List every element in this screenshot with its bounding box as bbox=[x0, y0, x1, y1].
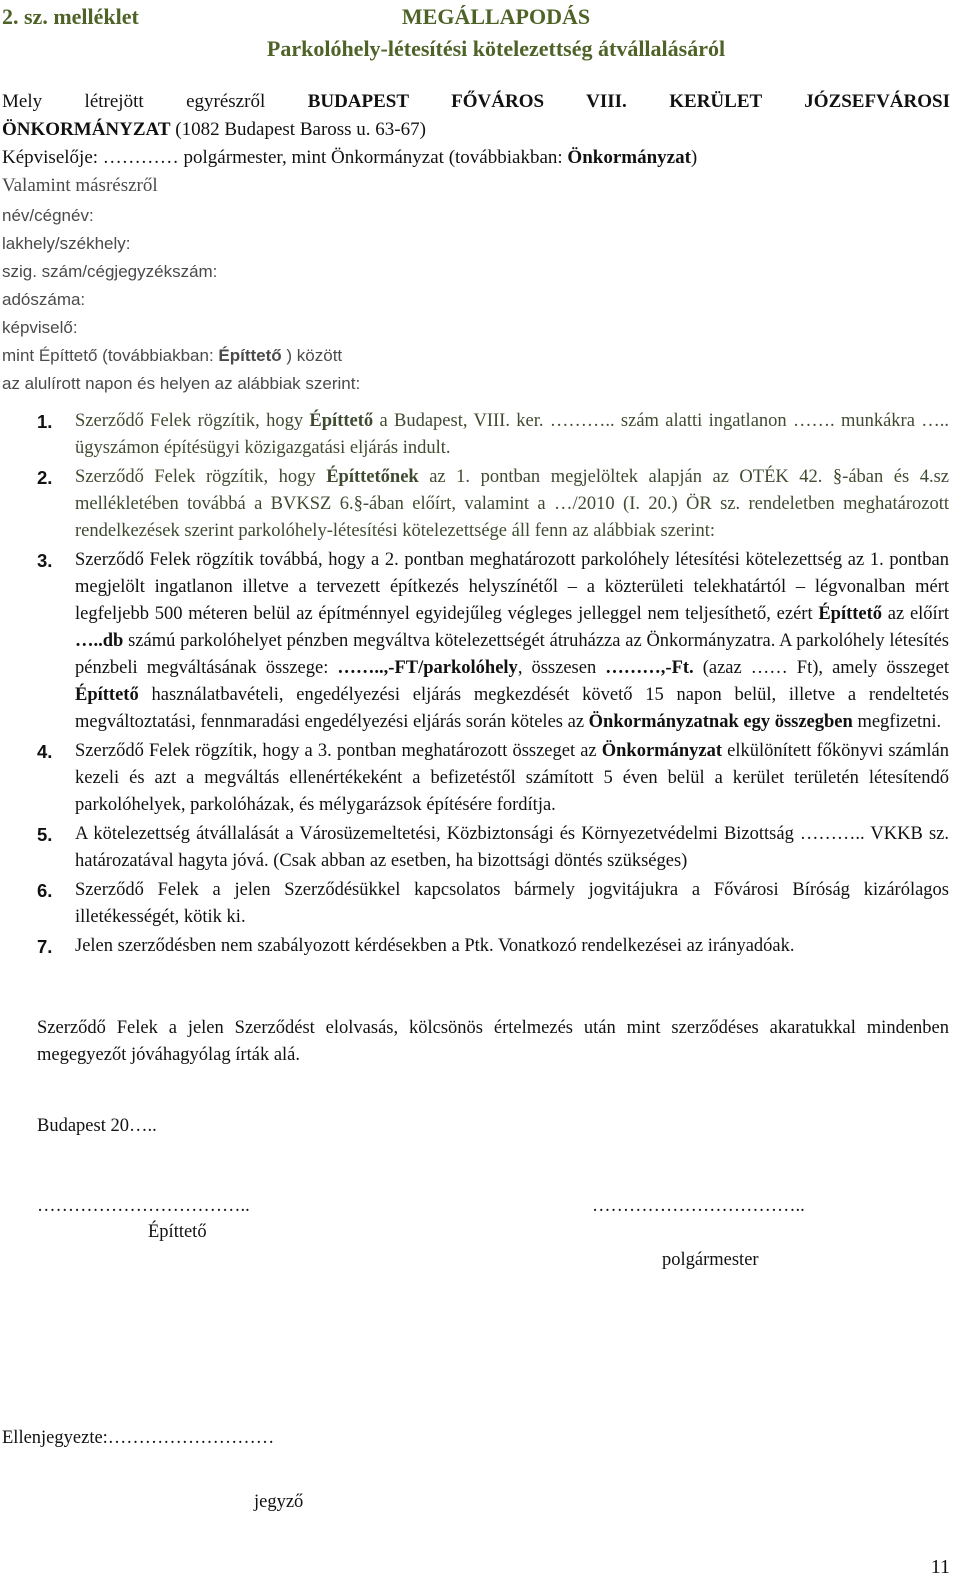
clause-2-rest: az 1. pontban megjelöltek alapján az OTÉK 42. §-ában és 4.sz mellékletében továbbá a BVKSZ 6.§-ában előírt, valamint a …/2010 (I. 20.) ÖR sz. rendeletben meghatározott rendelkezések szerint parkolóhely-létesítési kötelezettsége áll fenn az alábbiak szerint: bbox=[75, 467, 949, 541]
intro-last-line: az alulírott napon és helyen az alábbiak szerint: bbox=[2, 374, 361, 393]
clause-2-part: Szerződő Felek rögzítik, hogy bbox=[75, 467, 327, 487]
clause-number: 3. bbox=[37, 550, 53, 571]
field-id-label: szig. szám/cégjegyzékszám: bbox=[2, 262, 218, 281]
intro-line-4: Valamint másrészről bbox=[2, 175, 158, 196]
clause-4-part: Szerződő Felek rögzítik, hogy a 3. pontban meghatározott összeget az bbox=[75, 741, 602, 761]
page-number: 11 bbox=[930, 1556, 950, 1578]
clause-3-bold-h: ………,-Ft. bbox=[605, 658, 694, 678]
clause-text bbox=[75, 464, 949, 545]
representative-text: Képviselője: ………… polgármester, mint Önkormányzat (továbbiakban: bbox=[2, 147, 568, 168]
builder-definition-close: ) között bbox=[281, 346, 343, 365]
clause-3-bold-j: Építtető bbox=[75, 685, 139, 705]
annex-label: 2. sz. melléklet bbox=[2, 4, 139, 29]
clause-text: Jelen szerződésben nem szabályozott kérdésekben a Ptk. Vonatkozó rendelkezései az irányadóak. bbox=[75, 936, 795, 956]
document-title: MEGÁLLAPODÁS bbox=[401, 4, 591, 29]
field-rep-label: képviselő: bbox=[2, 318, 78, 337]
clause-1 bbox=[37, 408, 949, 462]
clauses-list bbox=[37, 408, 949, 960]
builder-definition-text: mint Építtető (továbbiakban: bbox=[2, 346, 219, 365]
clause-number: 2. bbox=[37, 467, 53, 488]
clause-3-part-g: , összesen bbox=[517, 658, 606, 678]
field-address-label: lakhely/székhely: bbox=[2, 234, 131, 253]
countersigned-line: Ellenjegyezte:……………………… bbox=[2, 1428, 275, 1448]
clause-3-part-a: Szerződő Felek rögzítik továbbá, hogy a 2. pontban meghatározott parkolóhely létesítési kötelezettség az 1. pontban megjelölt ingatlanon illetve a tervezett építkezés helyszínétől – a közterületi telekhatártól – légvonalban mért legfeljebb 500 méteren belül az építménnyel egyidejűleg végleges jelleggel nem teljesíthető, ezért bbox=[75, 550, 949, 624]
clause-text bbox=[75, 547, 949, 736]
clause-3-bold-f: ……..,-FT/parkolóhely bbox=[337, 658, 518, 678]
notary-label: jegyző bbox=[254, 1492, 304, 1512]
mayor-signature-line: …………………………….. bbox=[592, 1196, 805, 1216]
builder-definition bbox=[2, 342, 342, 370]
clause-4-bold: Önkormányzat bbox=[601, 741, 722, 761]
clause-3-bold-d: …..db bbox=[75, 631, 124, 651]
clause-number: 4. bbox=[37, 741, 53, 762]
clause-3-bold-b: Építtető bbox=[818, 604, 883, 624]
clause-4-rest: elkülönített főkönyvi számlán kezeli és azt a megváltás ellenértékeként a befizetéstől számított 5 éven belül a kerület területén létesítendő parkolóhelyek, parkolóházak, és mélygarázsok építésére fordítja. bbox=[75, 741, 949, 815]
clause-2 bbox=[37, 464, 949, 545]
representative-close: ) bbox=[690, 147, 698, 168]
clause-1-rest: a Budapest, VIII. ker. ……….. szám alatti ingatlanon ……. munkákra ….. ügyszámon építésügyi közigazgatási eljárás indult. bbox=[75, 411, 949, 458]
field-name-label: név/cégnév: bbox=[2, 206, 94, 225]
document-subtitle: Parkolóhely-létesítési kötelezettség átvállalásáról bbox=[266, 36, 726, 61]
municipality-abbr: Önkormányzat bbox=[567, 147, 691, 168]
clause-7 bbox=[37, 933, 949, 960]
clause-1-part: Szerződő Felek rögzítik, hogy bbox=[75, 411, 310, 431]
municipality-address: (1082 Budapest Baross u. 63-67) bbox=[170, 119, 426, 140]
clause-3 bbox=[37, 547, 949, 736]
clause-text bbox=[75, 738, 949, 819]
clause-number: 6. bbox=[37, 880, 53, 901]
intro-line-1 bbox=[2, 88, 950, 116]
mayor-signature-label: polgármester bbox=[662, 1250, 759, 1270]
intro-line-1-text: Mely létrejött egyrészről bbox=[2, 91, 308, 112]
intro-line-2 bbox=[2, 116, 426, 144]
clause-2-bold: Építtetőnek bbox=[326, 467, 419, 487]
intro-line-3 bbox=[2, 144, 697, 172]
clause-number: 7. bbox=[37, 936, 53, 957]
builder-term: Építtető bbox=[218, 346, 282, 365]
clause-3-part-k: használatbavételi, engedélyezési eljárás megkezdését követő 15 napon belül, illetve a rendeltetés megváltoztatási, fennmaradási engedélyezési eljárás során köteles az bbox=[75, 685, 949, 732]
clause-3-bold-l: Önkormányzatnak egy összegben bbox=[588, 712, 853, 732]
builder-signature-line: …………………………….. bbox=[37, 1196, 250, 1216]
closing-paragraph: Szerződő Felek a jelen Szerződést elolvasás, kölcsönös értelmezés után mint szerződéses akaratukkal mindenben megegyezőt jóváhagyólag írták alá. bbox=[37, 1018, 949, 1065]
clause-3-part-m: megfizetni. bbox=[852, 712, 942, 732]
builder-signature-label: Építtető bbox=[148, 1222, 207, 1242]
clause-1-bold: Építtető bbox=[309, 411, 374, 431]
place-date: Budapest 20….. bbox=[37, 1116, 157, 1136]
clause-text bbox=[75, 408, 949, 462]
clause-5 bbox=[37, 821, 949, 875]
clause-4 bbox=[37, 738, 949, 819]
clause-3-part-c: az előírt bbox=[882, 604, 949, 624]
municipality-name-cont: ÖNKORMÁNYZAT bbox=[2, 119, 171, 140]
clause-number: 1. bbox=[37, 411, 53, 432]
clause-3-part-e: számú parkolóhelyet pénzben megváltva kötelezettségét átruházza az Önkormányzatra. A parkolóhely létesítés pénzbeli megváltásának összege: bbox=[75, 631, 949, 678]
clause-3-part-i: (azaz …… Ft), amely összeget bbox=[693, 658, 950, 678]
municipality-name: BUDAPEST FŐVÁROS VIII. KERÜLET JÓZSEFVÁROSI bbox=[307, 91, 950, 112]
clause-6 bbox=[37, 877, 949, 931]
clause-number: 5. bbox=[37, 824, 53, 845]
clause-text: A kötelezettség átvállalását a Városüzemeltetési, Közbiztonsági és Környezetvédelmi Bizottság ……….. VKKB sz. határozatával hagyta jóvá. (Csak abban az esetben, ha bizottsági döntés szükséges) bbox=[75, 824, 949, 871]
field-tax-label: adószáma: bbox=[2, 290, 86, 309]
clause-text: Szerződő Felek a jelen Szerződésükkel kapcsolatos bármely jogvitájukra a Fővárosi Bíróság kizárólagos illetékességét, kötik ki. bbox=[75, 880, 949, 927]
